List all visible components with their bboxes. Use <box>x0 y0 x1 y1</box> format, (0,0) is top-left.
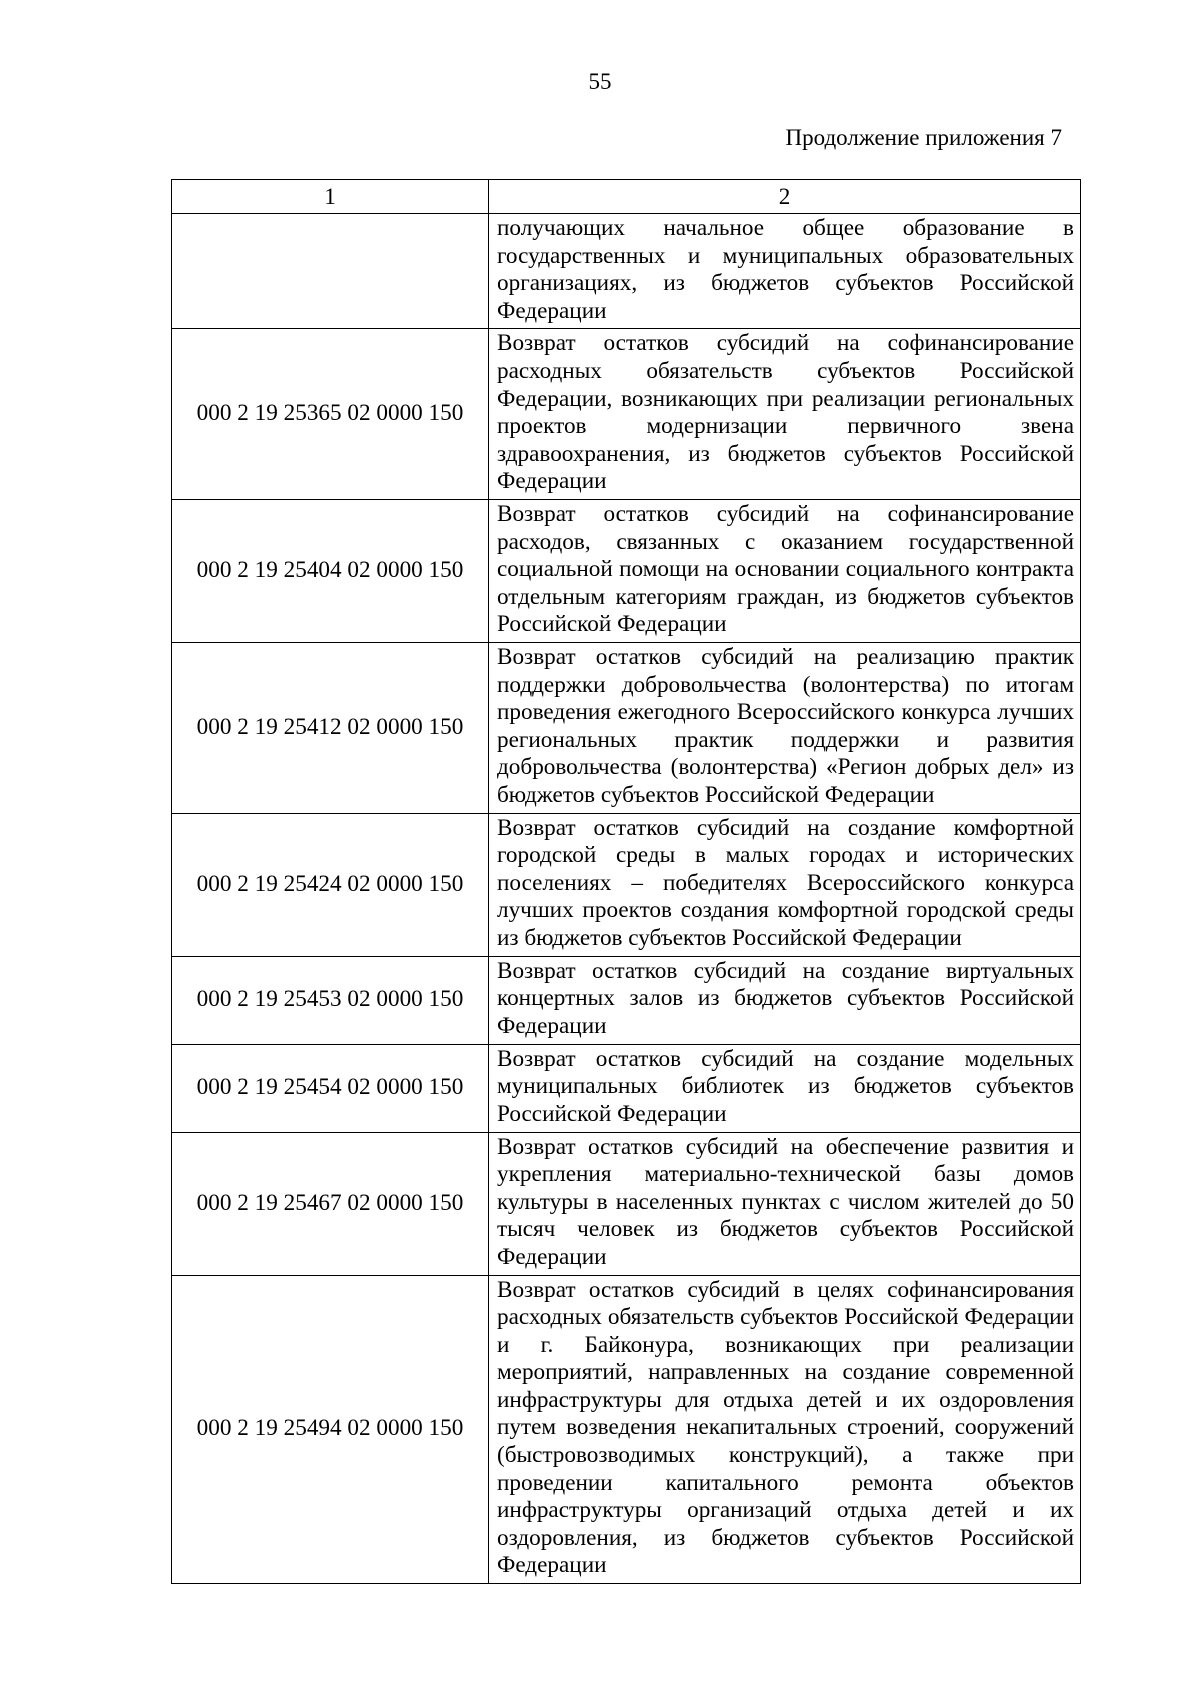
table-row <box>172 1275 1081 1584</box>
budget-code-cell: 000 2 19 25424 02 0000 150 <box>172 813 489 956</box>
description-cell: Возврат остатков субсидий на софинансирование расходов, связанных с оказанием государственной социальной помощи на основании социального контракта отдельным категориям граждан, из бюджетов субъектов Российской Федерации <box>489 499 1081 642</box>
table-header-row <box>172 180 1081 214</box>
table-row <box>172 1132 1081 1275</box>
table-row <box>172 813 1081 956</box>
description-cell: получающих начальное общее образование в государственных и муниципальных образовательных организациях, из бюджетов субъектов Российской Федерации <box>489 214 1081 329</box>
table-row <box>172 956 1081 1044</box>
table-row <box>172 214 1081 329</box>
budget-code-cell: 000 2 19 25467 02 0000 150 <box>172 1132 489 1275</box>
appendix-continuation-note: Продолжение приложения 7 <box>785 125 1062 150</box>
budget-code-cell: 000 2 19 25404 02 0000 150 <box>172 499 489 642</box>
description-cell: Возврат остатков субсидий на софинансирование расходных обязательств субъектов Российской Федерации, возникающих при реализации региональных проектов модернизации первичного звена здравоохранения, из бюджетов субъектов Российской Федерации <box>489 329 1081 500</box>
table-row <box>172 499 1081 642</box>
description-cell: Возврат остатков субсидий на создание виртуальных концертных залов из бюджетов субъектов Российской Федерации <box>489 956 1081 1044</box>
budget-code-cell: 000 2 19 25454 02 0000 150 <box>172 1044 489 1132</box>
page-number: 55 <box>588 69 612 94</box>
description-cell: Возврат остатков субсидий на обеспечение развития и укрепления материально-технической базы домов культуры в населенных пунктах с числом жителей до 50 тысяч человек из бюджетов субъектов Российской Федерации <box>489 1132 1081 1275</box>
budget-code-cell: 000 2 19 25494 02 0000 150 <box>172 1275 489 1584</box>
description-cell: Возврат остатков субсидий на реализацию практик поддержки добровольчества (волонтерства) по итогам проведения ежегодного Всероссийского конкурса лучших региональных практик поддержки и развития добровольчества (волонтерства) «Регион добрых дел» из бюджетов субъектов Российской Федерации <box>489 642 1081 813</box>
budget-code-cell <box>172 214 489 329</box>
description-cell: Возврат остатков субсидий в целях софинансирования расходных обязательств субъектов Российской Федерации и г. Байконура, возникающих при реализации мероприятий, направленных на создание современной инфраструктуры для отдыха детей и их оздоровления путем возведения некапитальных строений, сооружений (быстровозводимых конструкций), а также при проведении капитального ремонта объектов инфраструктуры организаций отдыха детей и их оздоровления, из бюджетов субъектов Российской Федерации <box>489 1275 1081 1584</box>
budget-codes-table <box>171 179 1081 1584</box>
table-row <box>172 642 1081 813</box>
budget-code-cell: 000 2 19 25453 02 0000 150 <box>172 956 489 1044</box>
table-row <box>172 1044 1081 1132</box>
budget-code-cell: 000 2 19 25412 02 0000 150 <box>172 642 489 813</box>
description-cell: Возврат остатков субсидий на создание модельных муниципальных библиотек из бюджетов субъектов Российской Федерации <box>489 1044 1081 1132</box>
column-header-description: 2 <box>489 180 1081 214</box>
table-row <box>172 329 1081 500</box>
description-cell: Возврат остатков субсидий на создание комфортной городской среды в малых городах и исторических поселениях – победителях Всероссийского конкурса лучших проектов создания комфортной городской среды из бюджетов субъектов Российской Федерации <box>489 813 1081 956</box>
budget-code-cell: 000 2 19 25365 02 0000 150 <box>172 329 489 500</box>
column-header-code: 1 <box>172 180 489 214</box>
